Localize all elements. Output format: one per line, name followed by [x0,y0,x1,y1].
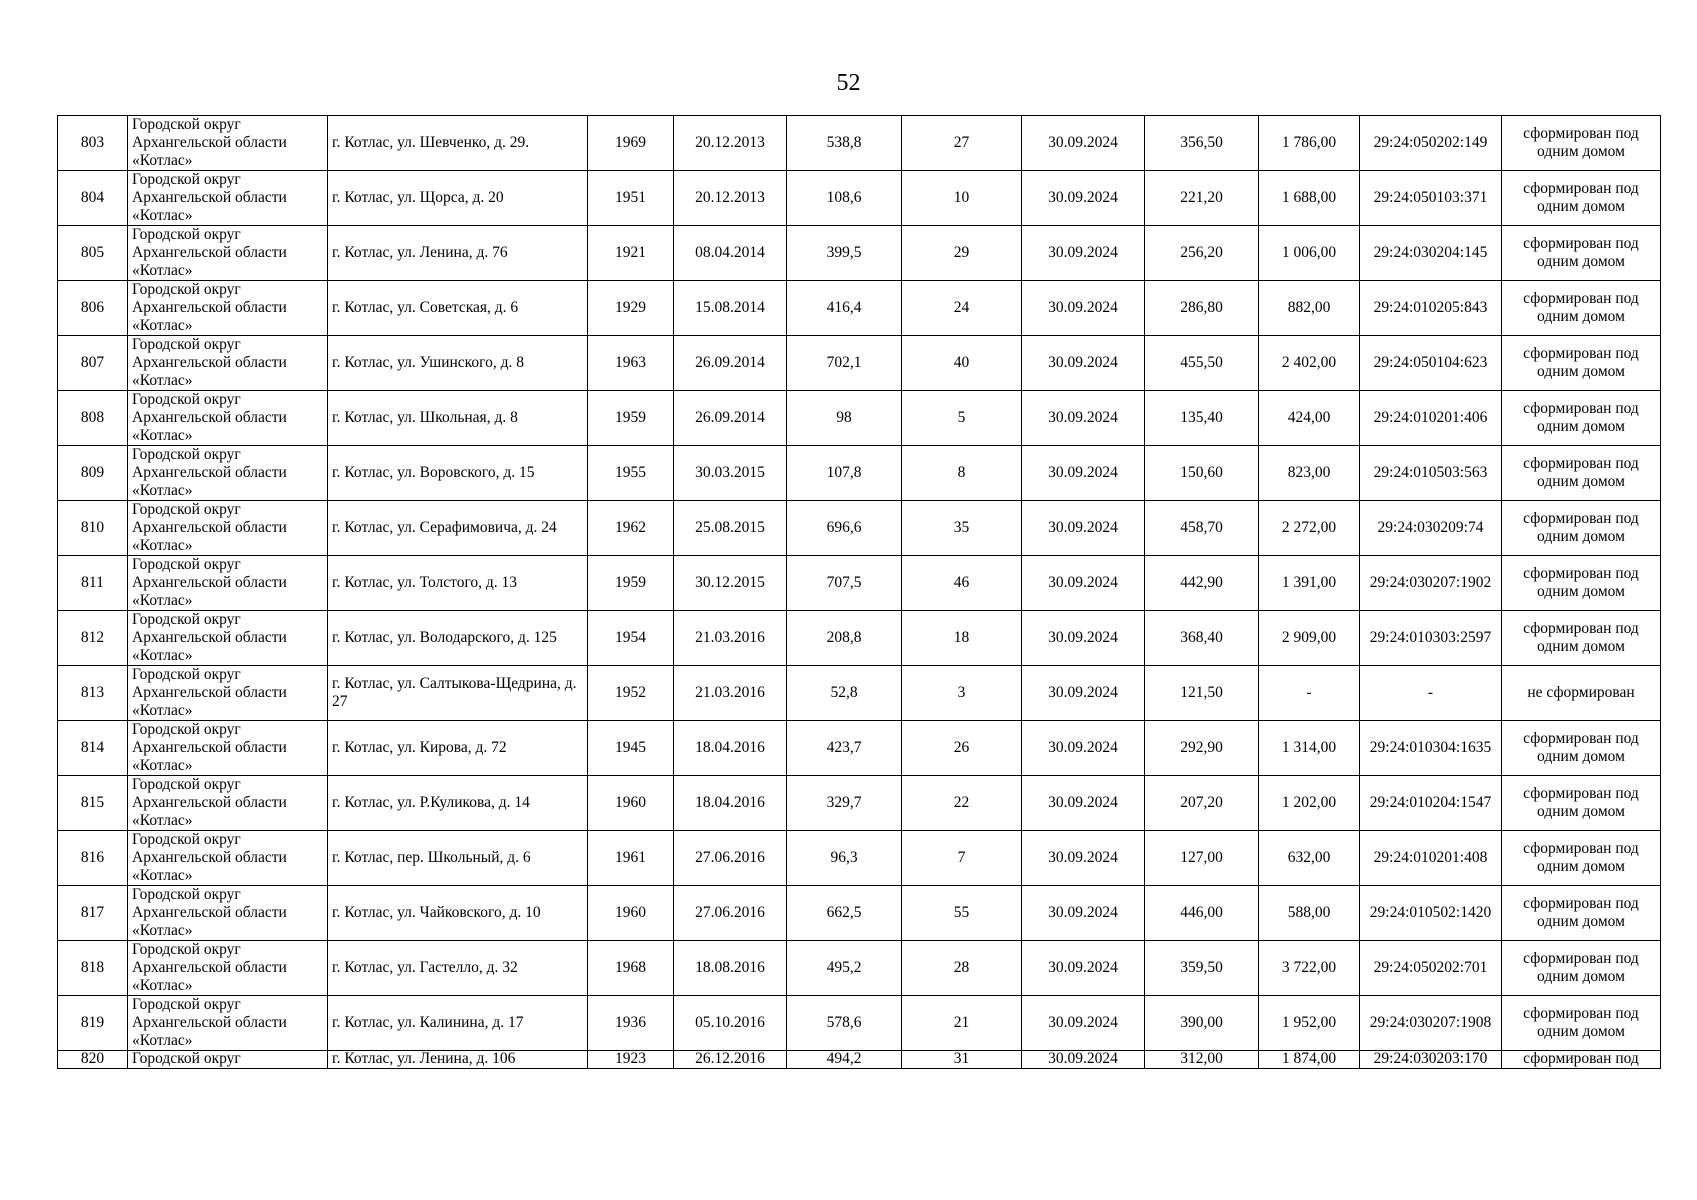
land-status-cell: сформирован под одним домом [1502,336,1661,391]
address-cell: г. Котлас, ул. Толстого, д. 13 [328,556,588,611]
area-cell: 98 [787,391,902,446]
row-number-cell: 812 [58,611,128,666]
address-cell: г. Котлас, ул. Школьная, д. 8 [328,391,588,446]
living-area-cell: 359,50 [1145,941,1259,996]
living-area-cell: 442,90 [1145,556,1259,611]
land-status-cell: сформирован под одним домом [1502,391,1661,446]
residents-cell: 7 [902,831,1022,886]
deadline-cell: 30.09.2024 [1022,171,1145,226]
land-area-cell: 823,00 [1259,446,1360,501]
year-built-cell: 1969 [588,116,674,171]
address-cell: г. Котлас, ул. Воровского, д. 15 [328,446,588,501]
row-number-cell: 816 [58,831,128,886]
registry-table [57,115,1661,1069]
land-area-cell: 2 272,00 [1259,501,1360,556]
deadline-cell: 30.09.2024 [1022,446,1145,501]
deadline-cell: 30.09.2024 [1022,721,1145,776]
table-row [58,556,1661,611]
land-area-cell: 1 202,00 [1259,776,1360,831]
owner-cell: Городской округ [128,1051,328,1069]
owner-cell: Городской округ Архангельской области «Котлас» [128,391,328,446]
address-cell: г. Котлас, ул. Володарского, д. 125 [328,611,588,666]
recognition-date-cell: 21.03.2016 [674,666,787,721]
land-status-cell: сформирован под одним домом [1502,226,1661,281]
cadastral-number-cell: 29:24:030204:145 [1360,226,1502,281]
land-area-cell: 1 786,00 [1259,116,1360,171]
cadastral-number-cell: 29:24:050103:371 [1360,171,1502,226]
residents-cell: 31 [902,1051,1022,1069]
table-row [58,941,1661,996]
table-row [58,611,1661,666]
recognition-date-cell: 18.08.2016 [674,941,787,996]
address-cell: г. Котлас, ул. Салтыкова-Щедрина, д. 27 [328,666,588,721]
residents-cell: 18 [902,611,1022,666]
address-cell: г. Котлас, ул. Калинина, д. 17 [328,996,588,1051]
row-number-cell: 819 [58,996,128,1051]
land-status-cell: сформирован под одним домом [1502,996,1661,1051]
deadline-cell: 30.09.2024 [1022,611,1145,666]
cadastral-number-cell: 29:24:010205:843 [1360,281,1502,336]
deadline-cell: 30.09.2024 [1022,501,1145,556]
year-built-cell: 1952 [588,666,674,721]
address-cell: г. Котлас, ул. Ленина, д. 76 [328,226,588,281]
land-area-cell: 1 391,00 [1259,556,1360,611]
land-area-cell: - [1259,666,1360,721]
area-cell: 416,4 [787,281,902,336]
recognition-date-cell: 18.04.2016 [674,776,787,831]
land-status-cell: сформирован под одним домом [1502,281,1661,336]
address-cell: г. Котлас, ул. Ушинского, д. 8 [328,336,588,391]
deadline-cell: 30.09.2024 [1022,336,1145,391]
row-number-cell: 815 [58,776,128,831]
cadastral-number-cell: 29:24:030207:1908 [1360,996,1502,1051]
deadline-cell: 30.09.2024 [1022,116,1145,171]
land-area-cell: 632,00 [1259,831,1360,886]
land-area-cell: 2 402,00 [1259,336,1360,391]
address-cell: г. Котлас, ул. Советская, д. 6 [328,281,588,336]
recognition-date-cell: 18.04.2016 [674,721,787,776]
table-row [58,336,1661,391]
living-area-cell: 368,40 [1145,611,1259,666]
area-cell: 208,8 [787,611,902,666]
land-status-cell: не сформирован [1502,666,1661,721]
deadline-cell: 30.09.2024 [1022,941,1145,996]
land-status-cell: сформирован под одним домом [1502,116,1661,171]
residents-cell: 26 [902,721,1022,776]
address-cell: г. Котлас, ул. Серафимовича, д. 24 [328,501,588,556]
cadastral-number-cell: 29:24:050104:623 [1360,336,1502,391]
deadline-cell: 30.09.2024 [1022,831,1145,886]
cadastral-number-cell: 29:24:010503:563 [1360,446,1502,501]
table-row [58,281,1661,336]
area-cell: 399,5 [787,226,902,281]
address-cell: г. Котлас, ул. Щорса, д. 20 [328,171,588,226]
area-cell: 702,1 [787,336,902,391]
cadastral-number-cell: 29:24:030203:170 [1360,1051,1502,1069]
area-cell: 96,3 [787,831,902,886]
year-built-cell: 1923 [588,1051,674,1069]
land-area-cell: 882,00 [1259,281,1360,336]
land-status-cell: сформирован под одним домом [1502,556,1661,611]
year-built-cell: 1945 [588,721,674,776]
recognition-date-cell: 25.08.2015 [674,501,787,556]
residents-cell: 46 [902,556,1022,611]
address-cell: г. Котлас, ул. Гастелло, д. 32 [328,941,588,996]
table-row [58,886,1661,941]
living-area-cell: 356,50 [1145,116,1259,171]
year-built-cell: 1954 [588,611,674,666]
table-row [58,666,1661,721]
land-area-cell: 2 909,00 [1259,611,1360,666]
cadastral-number-cell: - [1360,666,1502,721]
land-status-cell: сформирован под одним домом [1502,611,1661,666]
residents-cell: 35 [902,501,1022,556]
owner-cell: Городской округ Архангельской области «Котлас» [128,996,328,1051]
cadastral-number-cell: 29:24:010201:406 [1360,391,1502,446]
address-cell: г. Котлас, ул. Шевченко, д. 29. [328,116,588,171]
year-built-cell: 1960 [588,886,674,941]
recognition-date-cell: 20.12.2013 [674,171,787,226]
living-area-cell: 312,00 [1145,1051,1259,1069]
deadline-cell: 30.09.2024 [1022,281,1145,336]
cadastral-number-cell: 29:24:010304:1635 [1360,721,1502,776]
year-built-cell: 1968 [588,941,674,996]
recognition-date-cell: 30.03.2015 [674,446,787,501]
table-row [58,446,1661,501]
recognition-date-cell: 26.12.2016 [674,1051,787,1069]
row-number-cell: 813 [58,666,128,721]
land-status-cell: сформирован под одним домом [1502,831,1661,886]
living-area-cell: 207,20 [1145,776,1259,831]
area-cell: 578,6 [787,996,902,1051]
table-row [58,721,1661,776]
table-row [58,996,1661,1051]
year-built-cell: 1962 [588,501,674,556]
living-area-cell: 121,50 [1145,666,1259,721]
table-body [58,116,1661,1069]
residents-cell: 24 [902,281,1022,336]
deadline-cell: 30.09.2024 [1022,391,1145,446]
table-row [58,171,1661,226]
deadline-cell: 30.09.2024 [1022,996,1145,1051]
living-area-cell: 150,60 [1145,446,1259,501]
owner-cell: Городской округ Архангельской области «Котлас» [128,171,328,226]
land-area-cell: 3 722,00 [1259,941,1360,996]
table-row [58,831,1661,886]
area-cell: 107,8 [787,446,902,501]
area-cell: 494,2 [787,1051,902,1069]
recognition-date-cell: 05.10.2016 [674,996,787,1051]
recognition-date-cell: 26.09.2014 [674,391,787,446]
row-number-cell: 811 [58,556,128,611]
living-area-cell: 135,40 [1145,391,1259,446]
owner-cell: Городской округ Архангельской области «Котлас» [128,336,328,391]
land-area-cell: 1 688,00 [1259,171,1360,226]
land-status-cell: сформирован под одним домом [1502,446,1661,501]
cadastral-number-cell: 29:24:010303:2597 [1360,611,1502,666]
table-row [58,226,1661,281]
cadastral-number-cell: 29:24:050202:149 [1360,116,1502,171]
recognition-date-cell: 21.03.2016 [674,611,787,666]
living-area-cell: 127,00 [1145,831,1259,886]
deadline-cell: 30.09.2024 [1022,226,1145,281]
living-area-cell: 446,00 [1145,886,1259,941]
residents-cell: 8 [902,446,1022,501]
owner-cell: Городской округ Архангельской области «Котлас» [128,281,328,336]
row-number-cell: 805 [58,226,128,281]
residents-cell: 55 [902,886,1022,941]
year-built-cell: 1951 [588,171,674,226]
deadline-cell: 30.09.2024 [1022,886,1145,941]
address-cell: г. Котлас, ул. Кирова, д. 72 [328,721,588,776]
cadastral-number-cell: 29:24:050202:701 [1360,941,1502,996]
year-built-cell: 1959 [588,556,674,611]
deadline-cell: 30.09.2024 [1022,666,1145,721]
owner-cell: Городской округ Архангельской области «Котлас» [128,941,328,996]
land-status-cell: сформирован под одним домом [1502,886,1661,941]
owner-cell: Городской округ Архангельской области «Котлас» [128,226,328,281]
residents-cell: 10 [902,171,1022,226]
land-area-cell: 1 874,00 [1259,1051,1360,1069]
table-row [58,501,1661,556]
year-built-cell: 1959 [588,391,674,446]
owner-cell: Городской округ Архангельской области «Котлас» [128,831,328,886]
recognition-date-cell: 27.06.2016 [674,831,787,886]
recognition-date-cell: 30.12.2015 [674,556,787,611]
year-built-cell: 1929 [588,281,674,336]
living-area-cell: 455,50 [1145,336,1259,391]
living-area-cell: 458,70 [1145,501,1259,556]
living-area-cell: 221,20 [1145,171,1259,226]
owner-cell: Городской округ Архангельской области «Котлас» [128,556,328,611]
row-number-cell: 814 [58,721,128,776]
row-number-cell: 810 [58,501,128,556]
residents-cell: 29 [902,226,1022,281]
row-number-cell: 818 [58,941,128,996]
address-cell: г. Котлас, пер. Школьный, д. 6 [328,831,588,886]
owner-cell: Городской округ Архангельской области «Котлас» [128,721,328,776]
year-built-cell: 1955 [588,446,674,501]
living-area-cell: 292,90 [1145,721,1259,776]
living-area-cell: 256,20 [1145,226,1259,281]
recognition-date-cell: 27.06.2016 [674,886,787,941]
residents-cell: 3 [902,666,1022,721]
area-cell: 707,5 [787,556,902,611]
area-cell: 108,6 [787,171,902,226]
owner-cell: Городской округ Архангельской области «Котлас» [128,886,328,941]
residents-cell: 40 [902,336,1022,391]
owner-cell: Городской округ Архангельской области «Котлас» [128,776,328,831]
row-number-cell: 804 [58,171,128,226]
row-number-cell: 817 [58,886,128,941]
land-status-cell: сформирован под [1502,1051,1661,1069]
table-row [58,776,1661,831]
living-area-cell: 286,80 [1145,281,1259,336]
living-area-cell: 390,00 [1145,996,1259,1051]
owner-cell: Городской округ Архангельской области «Котлас» [128,446,328,501]
residents-cell: 22 [902,776,1022,831]
land-status-cell: сформирован под одним домом [1502,941,1661,996]
area-cell: 329,7 [787,776,902,831]
owner-cell: Городской округ Архангельской области «Котлас» [128,666,328,721]
residents-cell: 27 [902,116,1022,171]
recognition-date-cell: 15.08.2014 [674,281,787,336]
deadline-cell: 30.09.2024 [1022,776,1145,831]
recognition-date-cell: 26.09.2014 [674,336,787,391]
land-status-cell: сформирован под одним домом [1502,776,1661,831]
cadastral-number-cell: 29:24:010204:1547 [1360,776,1502,831]
residents-cell: 5 [902,391,1022,446]
land-area-cell: 1 006,00 [1259,226,1360,281]
area-cell: 52,8 [787,666,902,721]
table-row [58,116,1661,171]
area-cell: 662,5 [787,886,902,941]
land-area-cell: 424,00 [1259,391,1360,446]
area-cell: 538,8 [787,116,902,171]
residents-cell: 28 [902,941,1022,996]
address-cell: г. Котлас, ул. Чайковского, д. 10 [328,886,588,941]
recognition-date-cell: 08.04.2014 [674,226,787,281]
deadline-cell: 30.09.2024 [1022,1051,1145,1069]
year-built-cell: 1936 [588,996,674,1051]
year-built-cell: 1961 [588,831,674,886]
row-number-cell: 806 [58,281,128,336]
cadastral-number-cell: 29:24:010502:1420 [1360,886,1502,941]
area-cell: 495,2 [787,941,902,996]
row-number-cell: 820 [58,1051,128,1069]
deadline-cell: 30.09.2024 [1022,556,1145,611]
row-number-cell: 807 [58,336,128,391]
row-number-cell: 809 [58,446,128,501]
land-area-cell: 588,00 [1259,886,1360,941]
year-built-cell: 1960 [588,776,674,831]
table-row [58,1051,1661,1069]
row-number-cell: 803 [58,116,128,171]
address-cell: г. Котлас, ул. Р.Куликова, д. 14 [328,776,588,831]
owner-cell: Городской округ Архангельской области «Котлас» [128,611,328,666]
land-area-cell: 1 314,00 [1259,721,1360,776]
land-status-cell: сформирован под одним домом [1502,721,1661,776]
table-row [58,391,1661,446]
owner-cell: Городской округ Архангельской области «Котлас» [128,501,328,556]
residents-cell: 21 [902,996,1022,1051]
land-status-cell: сформирован под одним домом [1502,171,1661,226]
owner-cell: Городской округ Архангельской области «Котлас» [128,116,328,171]
land-area-cell: 1 952,00 [1259,996,1360,1051]
cadastral-number-cell: 29:24:030207:1902 [1360,556,1502,611]
area-cell: 696,6 [787,501,902,556]
row-number-cell: 808 [58,391,128,446]
area-cell: 423,7 [787,721,902,776]
cadastral-number-cell: 29:24:010201:408 [1360,831,1502,886]
year-built-cell: 1921 [588,226,674,281]
recognition-date-cell: 20.12.2013 [674,116,787,171]
page-number: 52 [836,70,861,96]
land-status-cell: сформирован под одним домом [1502,501,1661,556]
year-built-cell: 1963 [588,336,674,391]
address-cell: г. Котлас, ул. Ленина, д. 106 [328,1051,588,1069]
cadastral-number-cell: 29:24:030209:74 [1360,501,1502,556]
